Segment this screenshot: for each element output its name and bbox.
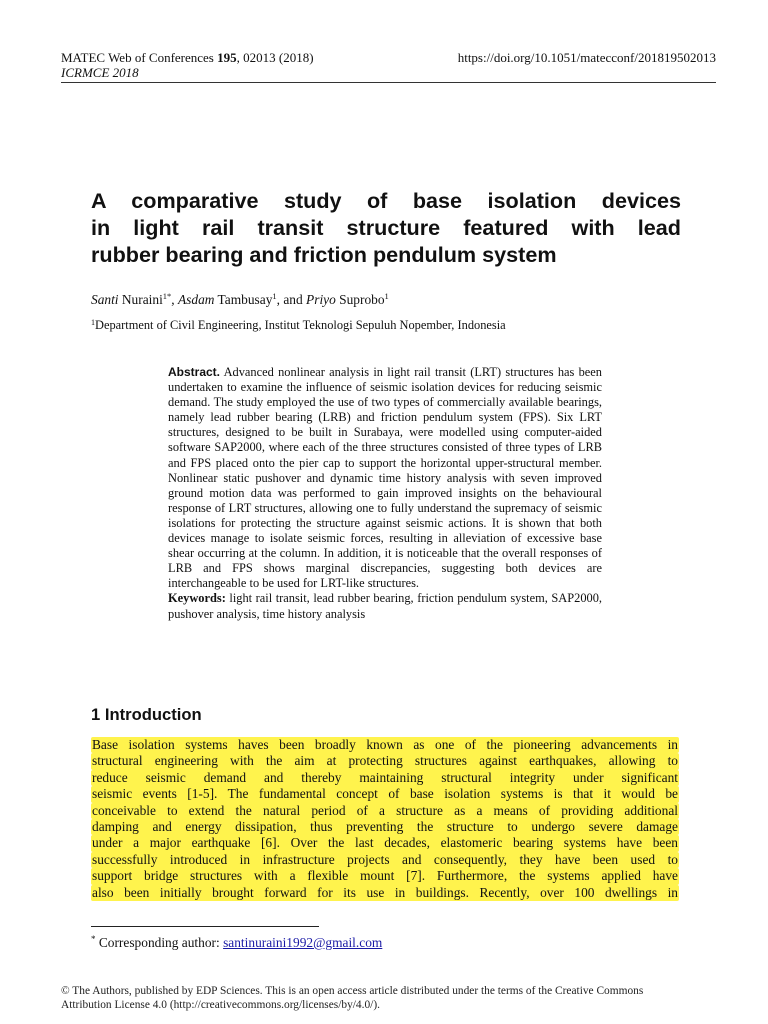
abstract-paragraph <box>168 365 602 591</box>
author-given-name: Santi <box>91 292 119 307</box>
highlighted-line: seismic events [1-5]. The fundamental concept of base isolation systems is that it would be <box>92 786 678 802</box>
affiliation-mark: 1 <box>91 318 95 327</box>
keywords-paragraph <box>168 591 602 621</box>
footnote-rule <box>91 926 319 927</box>
author-family-name: Suprobo <box>335 292 385 307</box>
abstract-text: Advanced nonlinear analysis in light rail transit (LRT) structures has been undertaken to examine the influence of seismic isolation devices for reducing seismic demand. The study employed the use of two types of commercially available bearings, namely lead rubber bearing (LRB) and friction pendulum system (FPS). Six LRT structures, designed to be built in Surabaya, were modelled using computer-aided software SAP2000, where each of the three structures consisted of three types of LRB and FPS placed onto the pier cap to support the horizontal upper-structural member. Nonlinear static pushover and dynamic time history analysis with seven improved ground motion data was performed to gain improved insights on the behavioural response of LRT structures, allowing one to fully understand the supremacy of seismic isolations for protecting the structure against seismic actions. It is shown that both devices manage to isolate seismic forces, resulting in alleviation of excessive base shear occurring at the column. In addition, it is noticeable that the overall responses of LRB and FPS shows marginal discrepancies, suggesting both devices are interchangeable to be used for LRT-like structures. <box>168 365 602 591</box>
introduction-paragraph <box>91 737 679 901</box>
keywords-label: Keywords: <box>168 591 226 606</box>
highlighted-line: also been initially brought forward for its use in buildings. Recently, over 100 dwellings in <box>92 884 678 900</box>
affiliation: $^1$Department of Civil Engineering, Institut Teknologi Sepuluh Nopember, Indonesia <box>91 318 506 332</box>
highlighted-line: damping and energy dissipation, thus preventing the structure to undergo severe damage <box>92 819 678 835</box>
title-line: in light rail transit structure featured with lead <box>91 215 681 240</box>
footnote-mark: * <box>91 934 96 944</box>
highlighted-line: structural engineering with the aim at protecting structures against earthquakes, allowing to <box>92 753 678 769</box>
keywords-text: light rail transit, lead rubber bearing, friction pendulum system, SAP2000, pushover analysis, time history analysis <box>168 591 602 621</box>
paper-title <box>91 187 681 268</box>
author-affil-mark: 1* <box>162 291 172 301</box>
highlighted-line: Base isolation systems haves been broadly known as one of the pioneering advancements in <box>92 737 678 752</box>
author-given-name: Priyo <box>306 292 336 307</box>
section-heading <box>91 705 202 725</box>
highlighted-line: conceivable to extend the natural period of a structure as a means of providing additional <box>92 802 678 818</box>
section-title: Introduction <box>100 705 202 724</box>
corresponding-author-footnote: * Corresponding author: santinuraini1992@gmail.com <box>91 934 383 950</box>
author-email-link[interactable]: santinuraini1992@gmail.com <box>223 935 383 950</box>
volume-number: 195 <box>217 50 237 65</box>
author-family-name: Tambusay <box>214 292 273 307</box>
highlighted-line: successfully introduced in infrastructure projects and consequently, they have been used to <box>92 851 678 867</box>
author-affil-mark: 1 <box>384 291 389 301</box>
author-family-name: Nuraini <box>118 292 163 307</box>
conference-name: ICRMCE 2018 <box>61 65 139 80</box>
highlighted-line: support bridge structures with a flexible mount [7]. Furthermore, the systems applied have <box>92 868 678 884</box>
license-notice <box>61 985 717 1012</box>
title-line: A comparative study of base isolation devices <box>91 188 681 213</box>
header-rule <box>61 82 716 83</box>
author-list: Santi Nuraini$^{1*}$, Asdam Tambusay$^1$, and Priyo Suprobo$^1$ <box>91 291 389 307</box>
license-line: Attribution License 4.0 (http://creativecommons.org/licenses/by/4.0/). <box>61 998 380 1011</box>
highlighted-line: reduce seismic demand and thereby maintaining structural integrity under significant <box>92 769 678 785</box>
highlighted-line: under a major earthquake [6]. Over the last decades, elastomeric bearing systems have been <box>92 835 678 851</box>
running-header-left <box>61 50 314 80</box>
section-number: 1 <box>91 705 101 724</box>
title-line: rubber bearing and friction pendulum system <box>91 242 557 267</box>
doi-link[interactable]: https://doi.org/10.1051/matecconf/201819502013 <box>457 50 716 65</box>
journal-line: MATEC Web of Conferences 195, 02013 (2018) <box>61 50 314 65</box>
author-given-name: Asdam <box>178 292 215 307</box>
author-affil-mark: 1 <box>272 291 277 301</box>
license-line: © The Authors, published by EDP Sciences. This is an open access article distributed under the terms of the Creative Commons <box>61 985 644 997</box>
abstract-block <box>168 365 602 622</box>
abstract-label: Abstract. <box>168 365 221 379</box>
